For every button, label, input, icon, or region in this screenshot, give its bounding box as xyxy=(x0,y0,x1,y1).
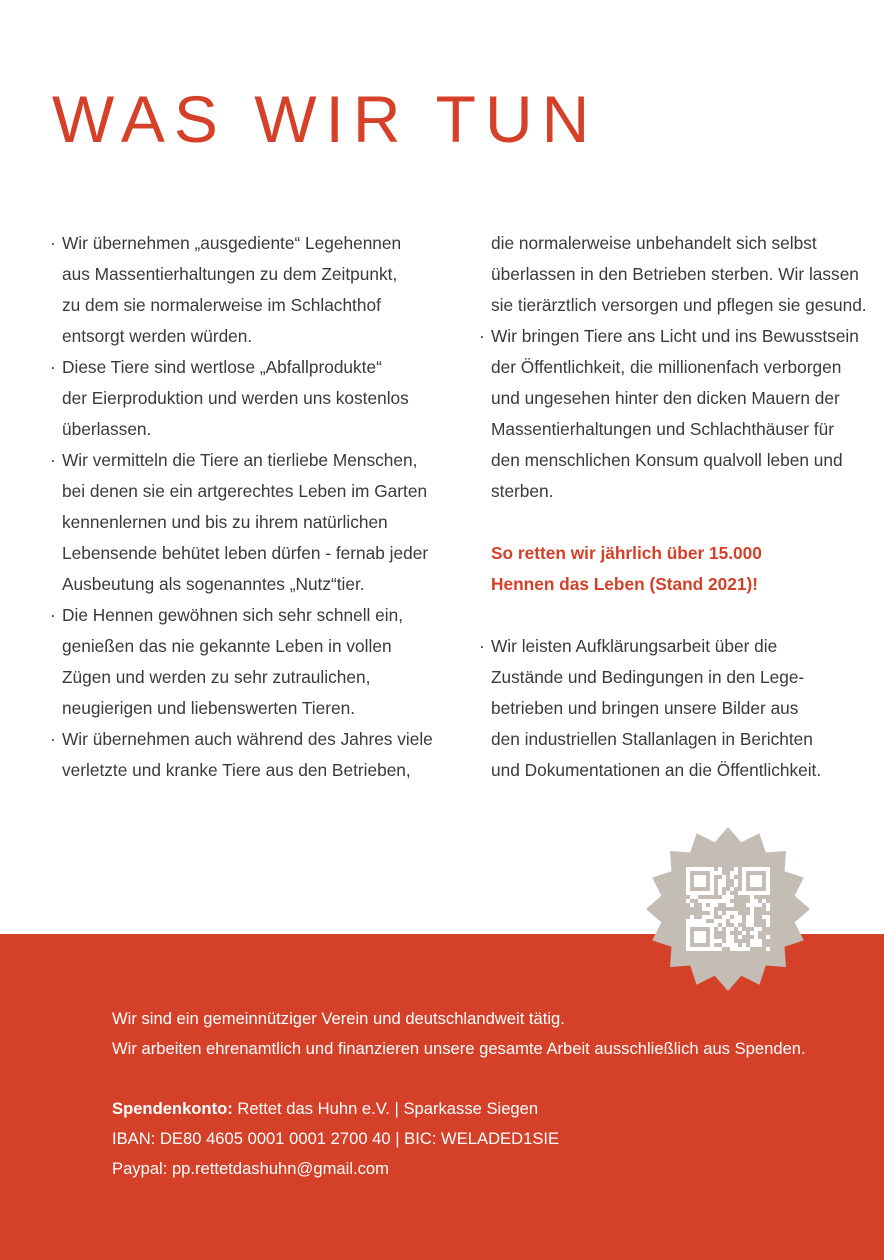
text-line xyxy=(479,228,874,259)
line-text: kennenlernen und bis zu ihrem natürlichen xyxy=(62,512,388,532)
line-text: überlassen in den Betrieben sterben. Wir lassen xyxy=(491,264,859,284)
qr-code-badge[interactable] xyxy=(644,825,812,993)
line-text: sterben. xyxy=(491,481,554,501)
text-line xyxy=(479,693,874,724)
footer-line-2: Wir arbeiten ehrenamtlich und finanzieren unsere gesamte Arbeit ausschließlich aus Spenden. xyxy=(112,1039,806,1058)
line-text: aus Massentierhaltungen zu dem Zeitpunkt, xyxy=(62,264,398,284)
line-text: Massentierhaltungen und Schlachthäuser für xyxy=(491,419,834,439)
text-line xyxy=(479,445,874,476)
text-line xyxy=(479,352,874,383)
footer-text xyxy=(112,1004,806,1184)
text-line xyxy=(50,290,455,321)
bullet-item xyxy=(50,352,455,383)
bullet-item xyxy=(479,631,874,662)
text-line xyxy=(50,755,455,786)
text-line xyxy=(479,662,874,693)
bullet-marker: · xyxy=(50,357,56,377)
line-text: Ausbeutung als sogenanntes „Nutz“tier. xyxy=(62,574,365,594)
bullet-marker: · xyxy=(50,729,56,749)
text-line xyxy=(50,507,455,538)
right-column-top xyxy=(479,228,874,507)
text-line xyxy=(50,538,455,569)
line-text: die normalerweise unbehandelt sich selbst xyxy=(491,233,817,253)
starburst-badge xyxy=(646,827,810,991)
line-text: neugierigen und liebenswerten Tieren. xyxy=(62,698,356,718)
line-text: betrieben und bringen unsere Bilder aus xyxy=(491,698,799,718)
bullet-item xyxy=(50,600,455,631)
line-text: den industriellen Stallanlagen in Berichten xyxy=(491,729,813,749)
text-line xyxy=(479,414,874,445)
text-line xyxy=(50,662,455,693)
text-line xyxy=(479,724,874,755)
line-text: Wir übernehmen „ausgediente“ Legehennen xyxy=(62,233,402,253)
text-line xyxy=(50,414,455,445)
iban-line: IBAN: DE80 4605 0001 0001 2700 40 | BIC: WELADED1SIE xyxy=(112,1129,560,1148)
line-text: Die Hennen gewöhnen sich sehr schnell ein, xyxy=(62,605,404,625)
right-column xyxy=(479,228,874,786)
text-line xyxy=(50,383,455,414)
bullet-marker: · xyxy=(50,450,56,470)
text-line xyxy=(50,259,455,290)
donation-account-label: Spendenkonto: xyxy=(112,1099,233,1118)
text-line xyxy=(50,569,455,600)
bullet-item xyxy=(50,724,455,755)
highlight-statement xyxy=(479,538,874,600)
line-text: der Öffentlichkeit, die millionenfach verborgen xyxy=(491,357,842,377)
line-text: und ungesehen hinter den dicken Mauern der xyxy=(491,388,840,408)
line-text: Wir übernehmen auch während des Jahres viele xyxy=(62,729,433,749)
bullet-item xyxy=(50,228,455,259)
text-line xyxy=(479,290,874,321)
line-text: und Dokumentationen an die Öffentlichkeit. xyxy=(491,760,822,780)
bullet-marker: · xyxy=(50,233,56,253)
right-column-bottom xyxy=(479,631,874,786)
text-line xyxy=(479,383,874,414)
line-text: überlassen. xyxy=(62,419,152,439)
highlight-line-1: So retten wir jährlich über 15.000 xyxy=(491,543,762,563)
line-text: verletzte und kranke Tiere aus den Betrieben, xyxy=(62,760,411,780)
text-line xyxy=(50,693,455,724)
line-text: genießen das nie gekannte Leben in vollen xyxy=(62,636,392,656)
line-text: sie tierärztlich versorgen und pflegen sie gesund. xyxy=(491,295,867,315)
line-text: zu dem sie normalerweise im Schlachthof xyxy=(62,295,381,315)
text-line xyxy=(479,476,874,507)
line-text: den menschlichen Konsum qualvoll leben und xyxy=(491,450,843,470)
line-text: Wir bringen Tiere ans Licht und ins Bewusstsein xyxy=(491,326,859,346)
line-text: Wir vermitteln die Tiere an tierliebe Menschen, xyxy=(62,450,418,470)
donation-account-value: Rettet das Huhn e.V. | Sparkasse Siegen xyxy=(237,1099,539,1118)
bullet-marker: · xyxy=(479,636,485,656)
bullet-marker: · xyxy=(479,326,485,346)
footer-line-1: Wir sind ein gemeinnütziger Verein und deutschlandweit tätig. xyxy=(112,1009,565,1028)
line-text: Diese Tiere sind wertlose „Abfallprodukte“ xyxy=(62,357,382,377)
line-text: Zügen und werden zu sehr zutraulichen, xyxy=(62,667,371,687)
paypal-line[interactable]: Paypal: pp.rettetdashuhn@gmail.com xyxy=(112,1159,389,1178)
line-text: Wir leisten Aufklärungsarbeit über die xyxy=(491,636,778,656)
line-text: Lebensende behütet leben dürfen - fernab jeder xyxy=(62,543,429,563)
bullet-marker: · xyxy=(50,605,56,625)
line-text: entsorgt werden würden. xyxy=(62,326,253,346)
line-text: bei denen sie ein artgerechtes Leben im Garten xyxy=(62,481,428,501)
line-text: der Eierproduktion und werden uns kostenlos xyxy=(62,388,409,408)
text-line xyxy=(50,631,455,662)
text-line xyxy=(479,755,874,786)
left-column xyxy=(50,228,455,786)
text-line xyxy=(50,321,455,352)
line-text: Zustände und Bedingungen in den Lege- xyxy=(491,667,805,687)
text-line xyxy=(479,259,874,290)
bullet-item xyxy=(50,445,455,476)
donation-account xyxy=(112,1094,806,1124)
page-title: WAS WIR TUN xyxy=(52,82,599,156)
text-line xyxy=(50,476,455,507)
bullet-item xyxy=(479,321,874,352)
highlight-line-2: Hennen das Leben (Stand 2021)! xyxy=(491,574,758,594)
